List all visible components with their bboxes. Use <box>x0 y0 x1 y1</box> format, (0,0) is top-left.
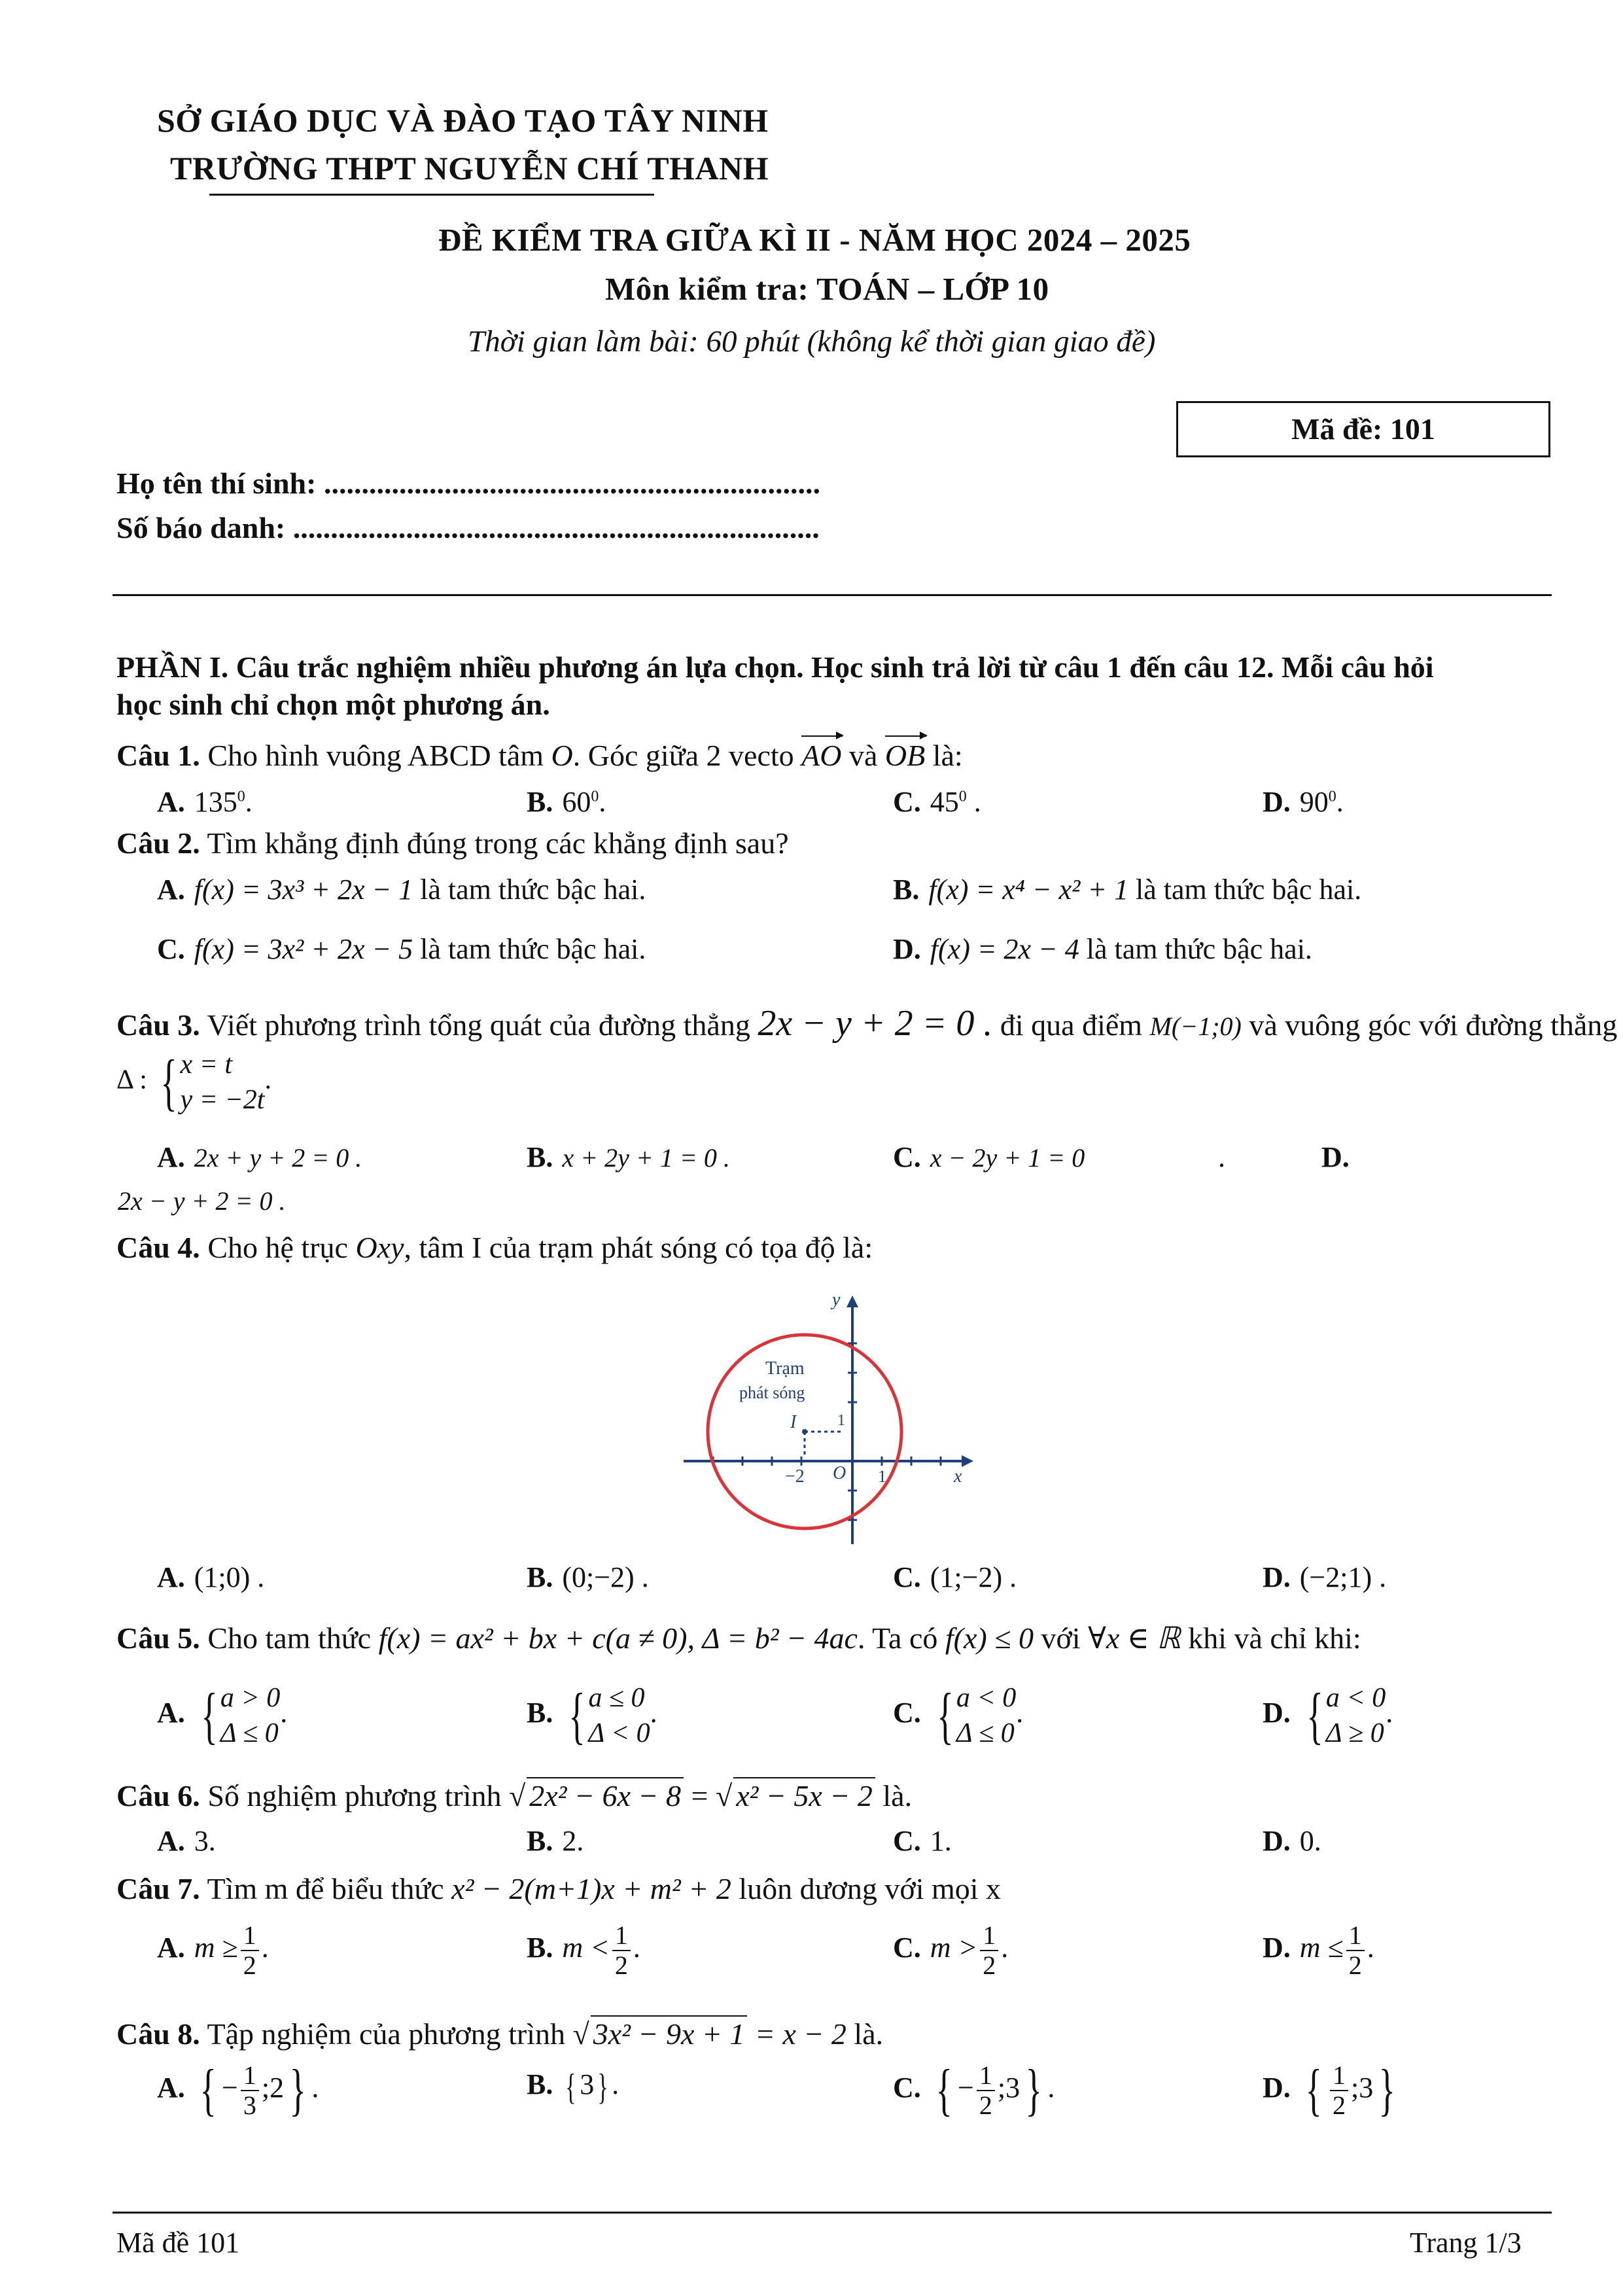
exam-code-box: Mã đề: 101 <box>1176 401 1550 457</box>
q7-option-a: A. m ≥ $\frac{1}{2}$ . <box>157 1920 269 1980</box>
q3-option-d: 2x − y + 2 = 0 . <box>118 1186 286 1216</box>
q6-option-d: D. 0. <box>1263 1825 1321 1857</box>
q1-option-c: C. $45^0$ . <box>893 786 981 818</box>
exam-subject: Môn kiểm tra: TOÁN – LỚP 10 <box>605 271 1049 307</box>
q8-option-c: C. { − $\frac{1}{2}$ ;3} . <box>893 2058 1055 2122</box>
label-minus-two: −2 <box>785 1466 805 1487</box>
school-underline <box>209 194 654 196</box>
part1-heading: PHẦN I. Câu trắc nghiệm nhiều phương án lựa chọn. Học sinh trả lời từ câu 1 đến câu 12. Mỗi câu hỏi <box>116 650 1434 684</box>
student-id-field: Số báo danh: ...................................................................... <box>116 511 820 544</box>
q8-option-d: D. { $\frac{1}{2}$ ;3} <box>1263 2058 1396 2122</box>
q4-option-a: A. (1;0) . <box>157 1561 265 1593</box>
question-6: Câu 6. Số nghiệm phương trình √ 2x² − 6x − 8 = √ x² − 5x − 2 là. <box>116 1777 912 1813</box>
q5-option-b: B. { a ≤ 0 Δ < 0 . <box>527 1680 657 1750</box>
q6-option-c: C. 1. <box>893 1825 952 1857</box>
question-4: Câu 4. Cho hệ trục Oxy, tâm I của trạm phát sóng có tọa độ là: <box>116 1231 873 1264</box>
q2-option-d: D. f(x) = 2x − 4 là tam thức bậc hai. <box>893 933 1312 965</box>
school-name: TRƯỜNG THPT NGUYỄN CHÍ THANH <box>170 150 769 186</box>
q5-option-a: A. { a > 0 Δ ≤ 0 . <box>157 1680 288 1750</box>
question-2: Câu 2. Tìm khẳng định đúng trong các khẳng định sau? <box>116 826 789 860</box>
exam-duration: Thời gian làm bài: 60 phút (không kể thời gian giao đề) <box>468 325 1156 359</box>
q7-option-c: C. m > $\frac{1}{2}$ . <box>893 1920 1009 1980</box>
q3-option-b: B. x + 2y + 1 = 0 . <box>527 1141 730 1173</box>
broadcast-station-figure <box>680 1286 981 1551</box>
x-axis-arrow <box>962 1455 973 1467</box>
label-x-one: 1 <box>878 1467 886 1486</box>
question-3: Câu 3. Viết phương trình tổng quát của đường thẳng 2x − y + 2 = 0 . đi qua điểm M(−1;0) và vuông góc với đường thẳng <box>116 1003 1618 1044</box>
q4-option-d: D. (−2;1) . <box>1263 1561 1387 1593</box>
q3-option-d-label: D. <box>1321 1141 1350 1173</box>
question-8: Câu 8. Tập nghiệm của phương trình √ 3x² − 9x + 1 = x − 2 là. <box>116 2015 883 2051</box>
vector-ob: OB <box>884 739 926 772</box>
q7-option-d: D. m ≤ $\frac{1}{2}$ . <box>1263 1920 1374 1980</box>
exam-title: ĐỀ KIỂM TRA GIỮA KÌ II - NĂM HỌC 2024 – 2025 <box>438 222 1191 258</box>
q6-option-a: A. 3. <box>157 1825 216 1857</box>
q4-option-b: B. (0;−2) . <box>527 1561 649 1593</box>
q3-line-delta: Δ : { x = t y = −2t . <box>116 1047 271 1117</box>
y-axis-arrow <box>846 1296 858 1307</box>
q7-option-b: B. m < $\frac{1}{2}$ . <box>527 1920 640 1980</box>
label-i: I <box>790 1412 797 1432</box>
q5-option-c: C. { a < 0 Δ ≤ 0 . <box>893 1680 1024 1750</box>
footer-page-number: Trang 1/3 <box>1410 2227 1522 2259</box>
part1-heading-cont: học sinh chỉ chọn một phương án. <box>116 688 550 721</box>
question-7: Câu 7. Tìm m để biểu thức x² − 2(m+1)x + m² + 2 luôn dương với mọi x <box>116 1872 1002 1905</box>
q6-option-b: B. 2. <box>527 1825 584 1857</box>
footer-divider <box>113 2212 1552 2214</box>
question-1: Câu 1. Cho hình vuông ABCD tâm O. Góc giữa 2 vecto AO và OB là: <box>116 739 963 772</box>
label-x: x <box>954 1466 962 1487</box>
center-point-i <box>802 1429 807 1434</box>
station-label-line1: Trạm <box>765 1358 805 1379</box>
q2-option-c: C. f(x) = 3x² + 2x − 5 là tam thức bậc hai. <box>157 933 646 965</box>
department-name: SỞ GIÁO DỤC VÀ ĐÀO TẠO TÂY NINH <box>157 102 769 139</box>
q1-option-d: D. $90^0$. <box>1263 786 1344 818</box>
q4-option-c: C. (1;−2) . <box>893 1561 1017 1593</box>
vector-ao: AO <box>801 739 842 772</box>
q3-option-c: C. x − 2y + 1 = 0 <box>893 1141 1085 1173</box>
q1-option-a: A. $135^0$. <box>157 786 253 818</box>
q3-dot: . <box>1218 1141 1225 1173</box>
footer-exam-code: Mã đề 101 <box>116 2227 240 2259</box>
station-label-line2: phát sóng <box>739 1383 805 1402</box>
q8-option-b: B. { 3} . <box>527 2067 620 2108</box>
student-name-field: Họ tên thí sinh: .................................................................. <box>116 467 820 500</box>
header-divider <box>113 594 1552 596</box>
q2-option-a: A. f(x) = 3x³ + 2x − 1 là tam thức bậc hai. <box>157 874 646 906</box>
label-origin: O <box>833 1463 846 1483</box>
q5-option-d: D. { a < 0 Δ ≥ 0 . <box>1263 1680 1393 1750</box>
question-5: Câu 5. Cho tam thức f(x) = ax² + bx + c(a ≠ 0), Δ = b² − 4ac. Ta có f(x) ≤ 0 với ∀x ∈ ℝ khi và chỉ khi: <box>116 1621 1361 1655</box>
q3-option-a: A. 2x + y + 2 = 0 . <box>157 1141 362 1173</box>
q1-option-b: B. $60^0$. <box>527 786 606 818</box>
label-y: y <box>832 1290 841 1310</box>
q8-option-a: A. { − $\frac{1}{3}$ ;2} . <box>157 2058 319 2122</box>
label-y-one: 1 <box>837 1412 845 1429</box>
q2-option-b: B. f(x) = x⁴ − x² + 1 là tam thức bậc hai. <box>893 874 1362 906</box>
